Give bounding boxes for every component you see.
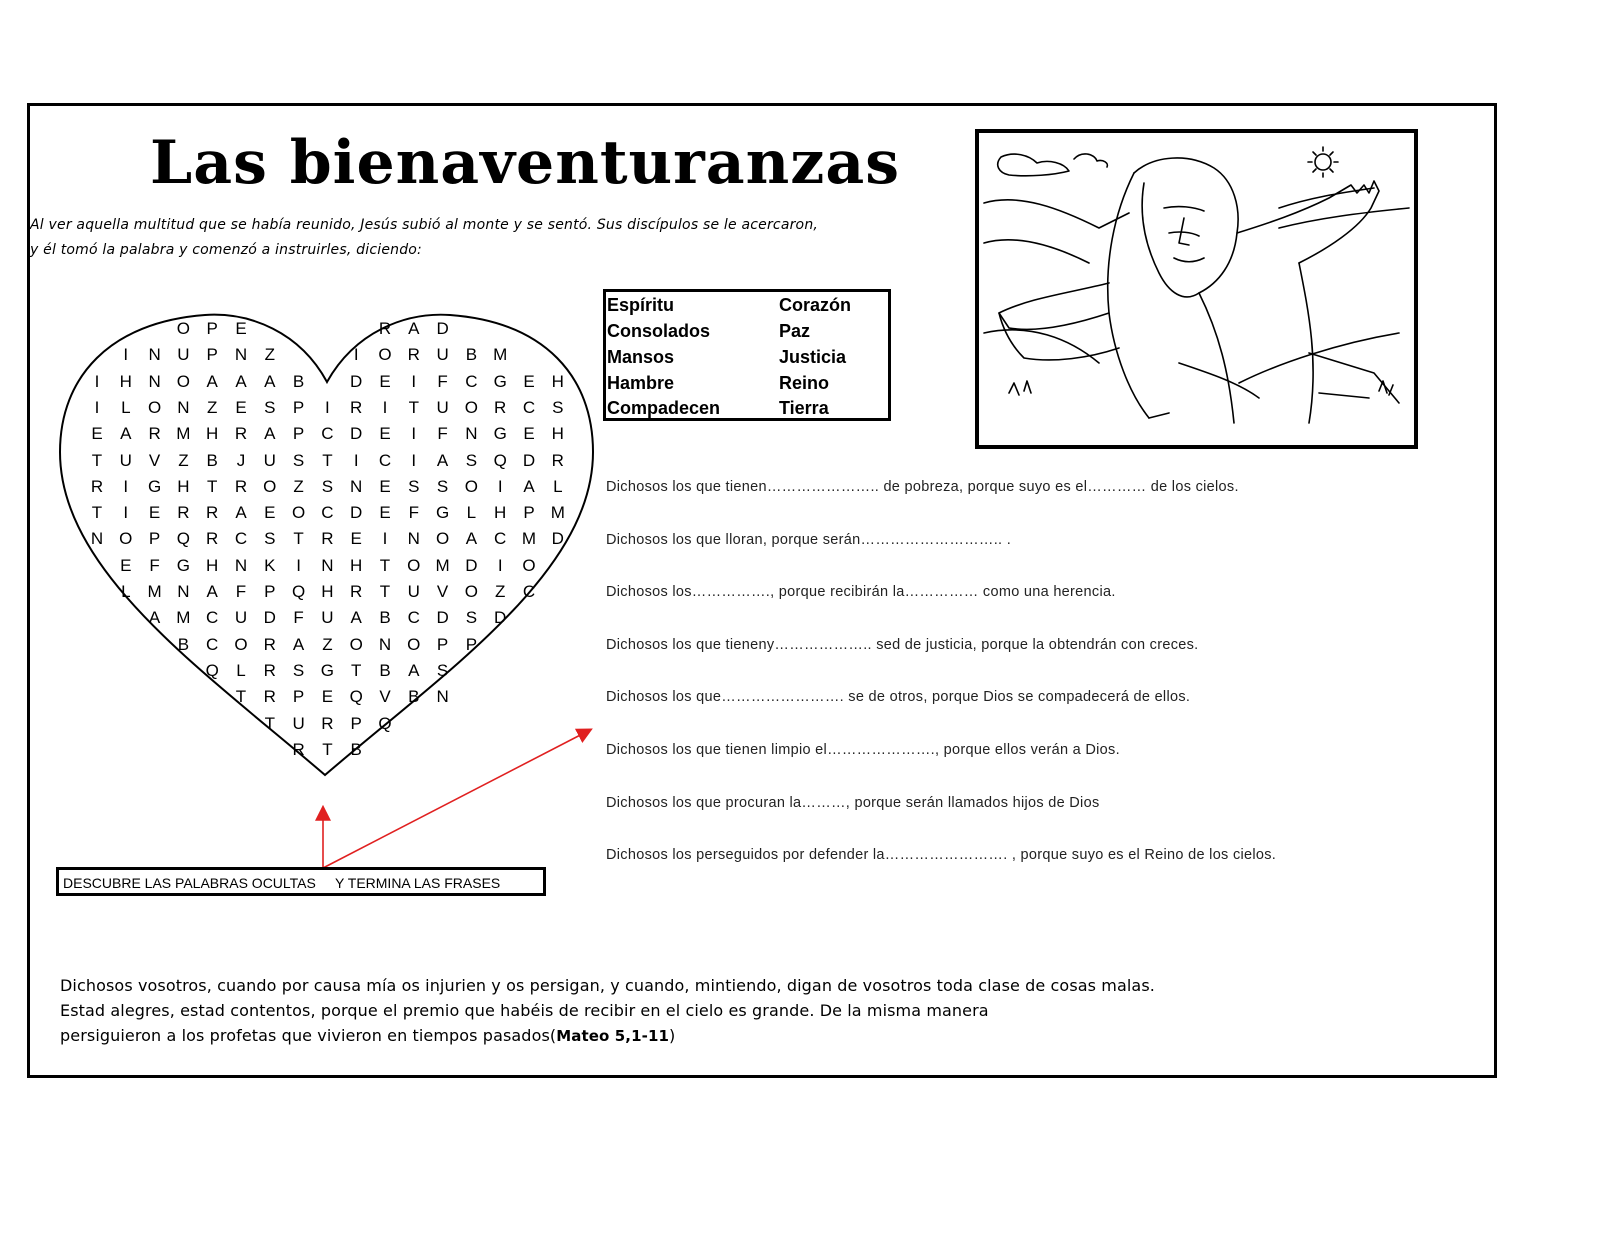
grid-letter: R [148,424,161,444]
grid-letter: O [464,476,478,496]
grid-letter: R [292,739,305,759]
grid-letter: F [437,371,448,391]
grid-letter: P [436,634,449,654]
grid-letter: A [235,503,247,523]
grid-letter: H [206,424,219,444]
grid-letter: T [235,687,247,707]
grid-letter: G [493,371,507,391]
grid-letter: I [353,345,359,365]
grid-letter: O [263,476,277,496]
page-title: Las bienaventuranzas [150,128,900,198]
grid-letter: P [292,424,305,444]
grid-letter: R [234,424,248,444]
grid-letter: H [321,582,334,601]
grid-letter: C [321,424,334,444]
grid-letter: H [177,476,190,496]
grid-letter: T [379,555,391,575]
grid-letter: V [379,687,391,707]
grid-letter: O [147,397,162,417]
intro-line-2: y él tomó la palabra y comenzó a instruirles, diciendo: [30,242,422,258]
intro-line-1: Al ver aquella multitud que se había reunido, Jesús subió al monte y se sentó. Sus discípulos se le acercaron, [30,217,819,233]
grid-letter: L [121,582,131,601]
grid-letter: P [206,319,218,338]
grid-letter: Q [291,582,306,601]
grid-letter: E [235,397,247,417]
grid-letter: A [350,608,362,628]
grid-letter: E [120,555,132,575]
grid-letter: B [206,450,218,470]
sentence-item: Dichosos los que procuran la………, porque serán llamados hijos de Dios [606,794,1100,811]
grid-letter: U [177,345,190,365]
closing-line-1: Dichosos vosotros, cuando por causa mía os injurien y os persigan, y cuando, mintiendo, digan de vosotros toda clase de cosas malas. [60,976,1155,995]
sentence-item: Dichosos los que tienen………………….. de pobreza, porque suyo es el………… de los cielos. [606,479,1239,495]
grid-letter: I [296,555,301,575]
grid-letter: G [493,424,507,444]
grid-letter: R [206,529,219,549]
sentence-item: Dichosos los que tieneny……………….. sed de justicia, porque la obtendrán con creces. [606,636,1199,653]
grid-letter: I [411,450,417,470]
grid-letter: V [148,450,161,470]
grid-letter: C [522,582,536,601]
grid-letter: U [234,608,248,628]
grid-letter: S [292,660,305,680]
grid-letter: E [523,371,535,391]
grid-letter: N [90,529,104,549]
scripture-reference: Mateo 5,1-11 [556,1027,670,1045]
grid-letter: T [91,450,103,470]
grid-letter: C [234,529,248,549]
grid-letter: Z [293,476,304,496]
grid-letter: O [291,503,306,523]
grid-letter: N [148,345,161,365]
grid-letter: L [466,503,477,523]
grid-letter: I [353,450,359,470]
grid-letter: C [407,608,420,628]
grid-letter: K [264,555,276,575]
grid-letter: L [121,397,131,417]
grid-letter: O [378,345,392,365]
grid-letter: I [382,529,388,549]
grid-letter: A [523,476,535,496]
grid-letter: C [494,529,507,549]
grid-letter: A [206,582,218,601]
grid-letter: D [350,424,363,444]
grid-letter: N [177,397,190,417]
grid-letter: E [350,529,362,549]
grid-letter: D [436,319,449,338]
grid-letter: N [465,424,478,444]
grid-letter: R [407,345,420,365]
grid-letter: A [235,371,247,391]
grid-letter: Z [322,634,333,654]
grid-letter: O [407,555,421,575]
grid-letter: R [177,503,190,523]
grid-letter: M [147,582,162,601]
word-list-item: Compadecen [607,398,721,418]
grid-letter: A [120,424,132,444]
grid-letter: D [551,529,564,549]
grid-letter: R [378,319,392,338]
grid-letter: U [292,713,305,733]
grid-letter: G [320,660,334,680]
instruction-box: DESCUBRE LAS PALABRAS OCULTAS Y TERMINA LAS FRASES [56,867,546,896]
grid-letter: A [436,450,449,470]
grid-letter: O [435,529,450,549]
grid-letter: C [378,450,392,470]
grid-letter: Q [205,660,219,680]
grid-letter: L [553,476,563,496]
grid-letter: N [177,582,190,601]
grid-letter: G [435,503,450,523]
grid-letter: P [350,713,362,733]
grid-letter: N [407,529,420,549]
grid-letter: E [523,424,535,444]
grid-letter: B [408,687,420,707]
grid-letter: D [522,450,536,470]
grid-letter: I [497,555,503,575]
grid-letter: B [379,660,391,680]
grid-letter: O [119,529,133,549]
grid-letter: I [382,397,388,417]
grid-letter: S [436,660,449,680]
grid-letter: I [497,476,503,496]
grid-letter: I [94,371,100,391]
grid-letter: S [321,476,334,496]
grid-letter: E [91,424,103,444]
closing-line-2: Estad alegres, estad contentos, porque el premio que habéis de recibir en el cielo es grande. De la misma manera [60,1001,989,1020]
grid-letter: I [411,371,417,391]
grid-letter: U [263,450,276,470]
grid-letter: O [349,634,363,654]
grid-letter: J [236,450,246,470]
grid-letter: P [264,582,276,601]
grid-letter: F [437,424,448,444]
sentence-item: Dichosos los que lloran, porque serán……………………….. . [606,531,1012,548]
grid-letter: S [436,476,449,496]
grid-letter: S [264,529,276,549]
grid-letter: O [407,634,421,654]
grid-letter: A [148,608,161,628]
grid-letter: M [176,608,191,628]
grid-letter: N [234,555,248,575]
grid-letter: T [264,713,275,733]
grid-letter: C [321,503,334,523]
grid-letter: T [322,450,333,470]
closing-line-3 [60,1023,1155,1049]
grid-letter: M [176,424,191,444]
grid-letter: R [206,503,219,523]
grid-letter: R [263,660,276,680]
grid-letter: D [350,503,363,523]
grid-letter: F [293,608,304,628]
grid-letter: F [149,555,160,575]
grid-letter: I [94,397,100,417]
grid-letter: T [322,739,333,759]
grid-letter: E [379,371,391,391]
grid-letter: M [550,503,565,523]
grid-letter: U [436,345,449,365]
word-list-item: Tierra [779,398,829,418]
grid-letter: B [292,371,305,391]
grid-letter: Z [494,582,506,601]
grid-letter: M [521,529,537,549]
grid-letter: M [435,555,450,575]
grid-letter: A [465,529,478,549]
grid-letter: I [123,476,129,496]
grid-letter: N [436,687,449,707]
grid-letter: S [408,476,420,496]
grid-letter: D [436,608,449,628]
grid-letter: D [465,555,478,575]
grid-letter: T [350,660,362,680]
grid-letter: E [379,476,391,496]
word-list-item: Consolados [607,321,711,341]
grid-letter: N [378,634,392,654]
grid-letter: O [464,582,478,601]
grid-letter: O [234,634,248,654]
grid-letter: G [147,476,162,496]
grid-letter: N [148,371,161,391]
word-list-item: Justicia [779,347,847,367]
grid-letter: O [176,319,190,338]
grid-letter: E [379,424,391,444]
grid-letter: Z [178,450,189,470]
grid-letter: C [206,634,219,654]
grid-letter: S [264,397,276,417]
grid-letter: P [292,687,305,707]
grid-letter: T [379,582,391,601]
grid-letter: N [234,345,248,365]
grid-letter: S [552,397,564,417]
grid-letter: E [379,503,391,523]
sentence-item: Dichosos los perseguidos por defender la……………………. , porque suyo es el Reino de los cielos. [606,847,1277,864]
grid-letter: P [148,529,161,549]
grid-letter: V [436,582,449,601]
grid-letter: G [176,555,190,575]
grid-letter: T [91,503,103,523]
grid-letter: R [90,476,104,496]
grid-letter: F [408,503,419,523]
grid-letter: A [264,424,276,444]
grid-letter: C [465,371,478,391]
grid-letter: A [264,371,276,391]
word-list-item: Corazón [779,295,851,315]
grid-letter: R [321,713,334,733]
grid-letter: E [148,503,161,523]
grid-letter: I [123,345,129,365]
grid-letter: M [493,345,508,365]
grid-letter: T [293,529,304,549]
sentence-item: Dichosos los que……………………. se de otros, porque Dios se compadecerá de ellos. [606,689,1191,706]
grid-letter: O [176,371,190,391]
grid-letter: E [235,319,247,338]
grid-letter: R [494,397,507,417]
grid-letter: R [350,582,363,601]
grid-letter: F [235,582,247,601]
grid-letter: Z [264,345,275,365]
grid-letter: Z [206,397,218,417]
grid-letter: P [292,397,305,417]
grid-letter: U [321,608,334,628]
grid-letter: D [350,371,363,391]
grid-letter: R [321,529,334,549]
grid-letter: R [263,634,276,654]
grid-letter: A [408,319,420,338]
grid-letter: L [236,660,246,680]
grid-letter: H [551,424,564,444]
grid-letter: B [350,739,362,759]
grid-letter: O [522,555,536,575]
closing-line-3-text: persiguieron a los profetas que vivieron en tiempos pasados( [60,1026,557,1045]
grid-letter: D [494,608,507,628]
closing-paren: ) [669,1026,676,1045]
grid-letter: S [292,450,305,470]
grid-letter: Q [176,529,190,549]
grid-letter: E [321,687,334,707]
word-list-item: Espíritu [607,295,675,315]
word-list-item: Reino [779,373,830,393]
grid-letter: P [465,634,478,654]
grid-letter: R [263,687,276,707]
grid-letter: A [292,634,305,654]
grid-letter: P [523,503,535,523]
closing-text [60,973,1155,1049]
grid-letter: T [408,397,419,417]
grid-letter: H [350,555,363,575]
grid-letter: B [177,634,190,654]
grid-letter: Q [493,450,507,470]
grid-letter: E [264,503,276,523]
grid-letter: B [465,345,478,365]
grid-letter: I [411,424,417,444]
grid-letter: N [321,555,334,575]
sentence-item: Dichosos los que tienen limpio el…………………., porque ellos verán a Dios. [606,741,1120,758]
word-list-item: Hambre [607,373,675,393]
grid-letter: O [464,397,478,417]
grid-letter: S [465,608,478,628]
grid-letter: D [263,608,276,628]
grid-letter: U [119,450,132,470]
grid-letter: U [407,582,420,601]
word-list-item: Mansos [607,347,675,367]
grid-letter: B [379,608,391,628]
grid-letter: H [551,371,564,391]
grid-letter: R [350,397,363,417]
grid-letter: P [206,345,218,365]
grid-letter: I [325,397,330,417]
grid-letter: N [350,476,363,496]
arrow-right-icon [323,730,590,868]
grid-letter: R [234,476,248,496]
grid-letter: U [436,397,449,417]
sentence-item: Dichosos los……………., porque recibirán la…………… como una herencia. [606,584,1116,601]
grid-letter: A [206,371,218,391]
grid-letter: S [465,450,478,470]
grid-letter: R [551,450,564,470]
grid-letter: A [408,660,420,680]
grid-letter: H [494,503,507,523]
grid-letter: T [206,476,218,496]
word-list-item: Paz [779,321,811,341]
grid-letter: I [123,503,129,523]
grid-letter: C [206,608,219,628]
grid-letter: H [119,371,132,391]
grid-letter: Q [378,713,392,733]
grid-letter: C [522,397,536,417]
grid-letter: Q [349,687,363,707]
grid-letter: H [206,555,219,575]
